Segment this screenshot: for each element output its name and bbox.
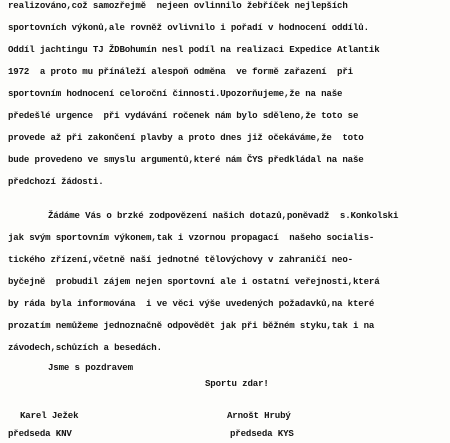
text-line: 1972 a proto mu přínáleží alespoň odměna ve formě zařazení při — [8, 66, 353, 77]
text-line: jak svým sportovním výkonem,tak i vzornou propagací našeho socialis- — [8, 232, 375, 243]
text-line: provede až při zakončení plavby a proto dnes již očekáváme,že toto — [8, 132, 364, 143]
signatory-name: Karel Ježek — [20, 410, 79, 421]
text-line: bude provedeno ve smyslu argumentů,které nám ČYS předkládal na naše — [8, 154, 364, 165]
text-line: realizováno,což samozřejmě nejeen ovlinnilo žebříček nejlepších — [8, 0, 348, 11]
signatory-name: Arnošt Hrubý — [227, 410, 291, 421]
text-line: závodech,schůzích a besedách. — [8, 342, 162, 353]
text-line: sportovním hodnocení celoroční činnosti.Upozorňujeme,že na naše — [8, 88, 343, 99]
text-line: prozatím nemůžeme jednoznačně odpovědět jak při běžném styku,tak i na — [8, 320, 375, 331]
signatory-title: předseda KYS — [230, 428, 294, 439]
signatory-title: předseda KNV — [8, 428, 72, 439]
text-line: předešlé urgence při vydávání ročenek nám bylo sděleno,že toto se — [8, 110, 359, 121]
text-line: by ráda byla informována i ve věci výše uvedených požadavků,na které — [8, 298, 375, 309]
text-line: předchozí žádosti. — [8, 176, 104, 187]
salutation-line: Sportu zdar! — [205, 378, 269, 389]
text-line: sportovních výkonů,ale rovněž ovlivnilo i pořadí v hodnocení oddílů. — [8, 22, 369, 33]
text-line: tického zřízení,včetně naší jednotné tělovýchovy v zahraničí neo- — [8, 254, 353, 265]
text-line: Oddíl jachtingu TJ ŽDBohumín nesl podíl na realizaci Expedice Atlantik — [8, 44, 380, 55]
closing-line: Jsme s pozdravem — [48, 362, 133, 373]
text-line: byčejně probudil zájem nejen sportovní ale i ostatní veřejnosti,která — [8, 276, 380, 287]
text-line: Žádáme Vás o brzké zodpovězení našich dotazů,poněvadž s.Konkolski — [48, 210, 399, 221]
